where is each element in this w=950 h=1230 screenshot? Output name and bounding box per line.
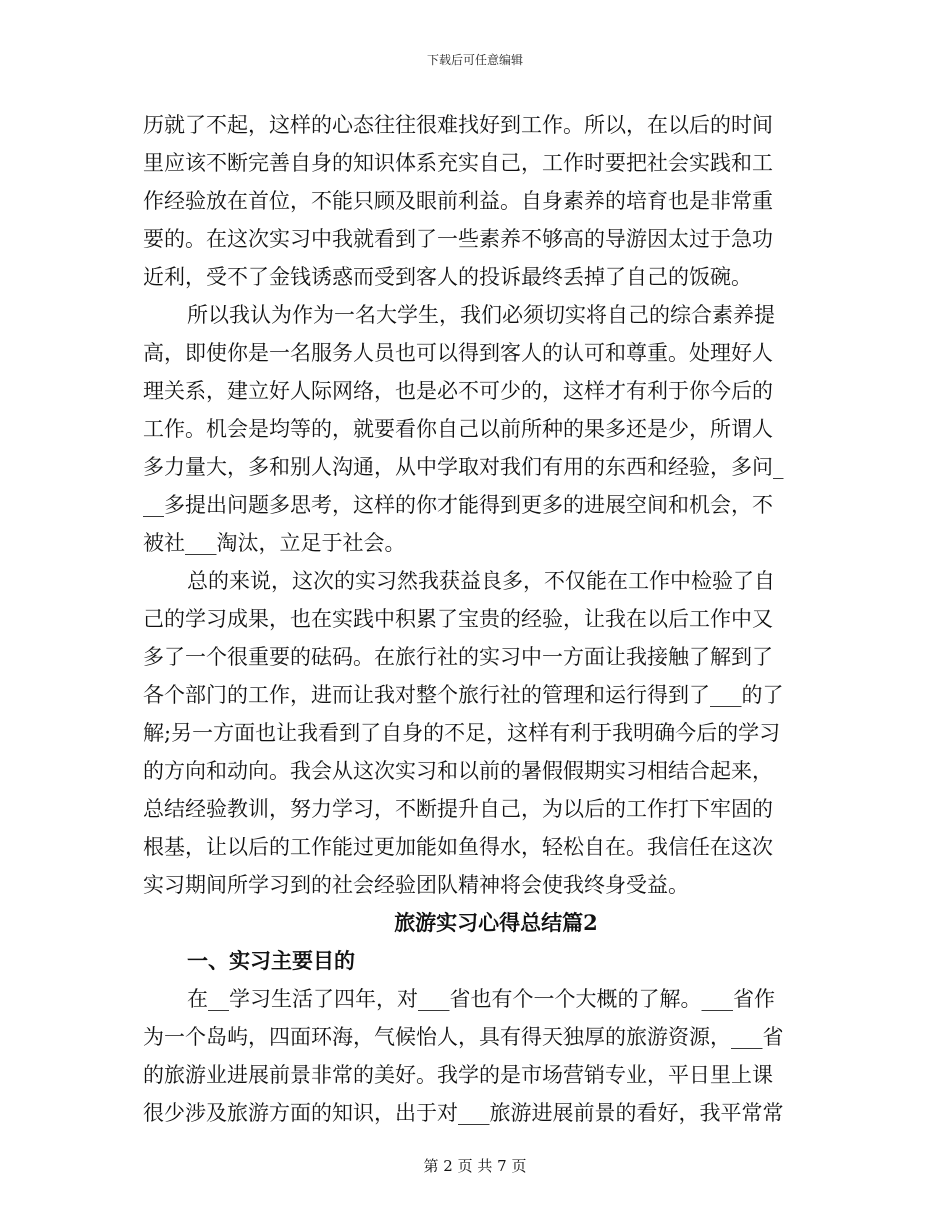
text-line: 被社___淘汰，立足于社会。 xyxy=(143,531,406,555)
text-line: 的方向和动向。我会从这次实习和以前的暑假假期实习相结合起来， xyxy=(143,759,773,783)
text-line: 近利，受不了金钱诱惑而受到客人的投诉最终丢掉了自己的饭碗。 xyxy=(143,265,752,289)
text-line: 总的来说，这次的实习然我获益良多，不仅能在工作中检验了自 xyxy=(187,569,775,593)
text-line: 各个部门的工作，进而让我对整个旅行社的管理和运行得到了___的了 xyxy=(143,683,784,707)
section-heading: 一、实习主要目的 xyxy=(187,948,355,973)
text-line: 理关系，建立好人际网络，也是必不可少的，这样才有利于你今后的 xyxy=(143,379,773,403)
paragraph-3 xyxy=(143,562,807,904)
text-line: 为一个岛屿，四面环海，气候怡人，具有得天独厚的旅游资源，___省 xyxy=(143,1025,784,1049)
text-line: 的旅游业进展前景非常的美好。我学的是市场营销专业，平日里上课 xyxy=(143,1063,773,1087)
text-line: 己的学习成果，也在实践中积累了宝贵的经验，让我在以后工作中又 xyxy=(143,607,773,631)
text-line: 实习期间所学习到的社会经验团队精神将会使我终身受益。 xyxy=(143,873,689,897)
text-line: 作经验放在首位，不能只顾及眼前利益。自身素养的培育也是非常重 xyxy=(143,189,773,213)
text-line: 总结经验教训，努力学习，不断提升自己，为以后的工作打下牢固的 xyxy=(143,797,773,821)
text-line: 解;另一方面也让我看到了自身的不足，这样有利于我明确今后的学习 xyxy=(143,721,781,745)
text-line: 工作。机会是均等的，就要看你自己以前所种的果多还是少，所谓人 xyxy=(143,417,773,441)
text-line: __多提出问题多思考，这样的你才能得到更多的进展空间和机会，不 xyxy=(143,493,773,517)
paragraph-2 xyxy=(143,296,807,562)
document-body xyxy=(143,106,807,1132)
text-line: 高，即使你是一名服务人员也可以得到客人的认可和尊重。处理好人 xyxy=(143,341,773,365)
text-line: 根基，让以后的工作能过更加能如鱼得水，轻松自在。我信任在这次 xyxy=(143,835,773,859)
text-line: 多了一个很重要的砝码。在旅行社的实习中一方面让我接触了解到了 xyxy=(143,645,773,669)
text-line: 里应该不断完善自身的知识体系充实自己，工作时要把社会实践和工 xyxy=(143,151,773,175)
text-line: 在__学习生活了四年，对___省也有个一个大概的了解。___省作 xyxy=(187,987,775,1011)
text-line: 所以我认为作为一名大学生，我们必须切实将自己的综合素养提 xyxy=(187,303,775,327)
page-header: 下载后可任意编辑 xyxy=(426,53,523,67)
text-line: 很少涉及旅游方面的知识，出于对___旅游进展前景的看好，我平常常 xyxy=(143,1101,784,1125)
page-footer: 第 2 页 共 7 页 xyxy=(423,1157,527,1175)
section-paragraph xyxy=(143,980,807,1132)
text-line: 多力量大，多和别人沟通，从中学取对我们有用的东西和经验，多问_ xyxy=(143,455,784,479)
text-line: 要的。在这次实习中我就看到了一些素养不够高的导游因太过于急功 xyxy=(143,227,773,251)
section-title: 旅游实习心得总结篇2 xyxy=(394,910,598,935)
text-line: 历就了不起，这样的心态往往很难找好到工作。所以，在以后的时间 xyxy=(143,113,773,137)
paragraph-1 xyxy=(143,106,807,296)
